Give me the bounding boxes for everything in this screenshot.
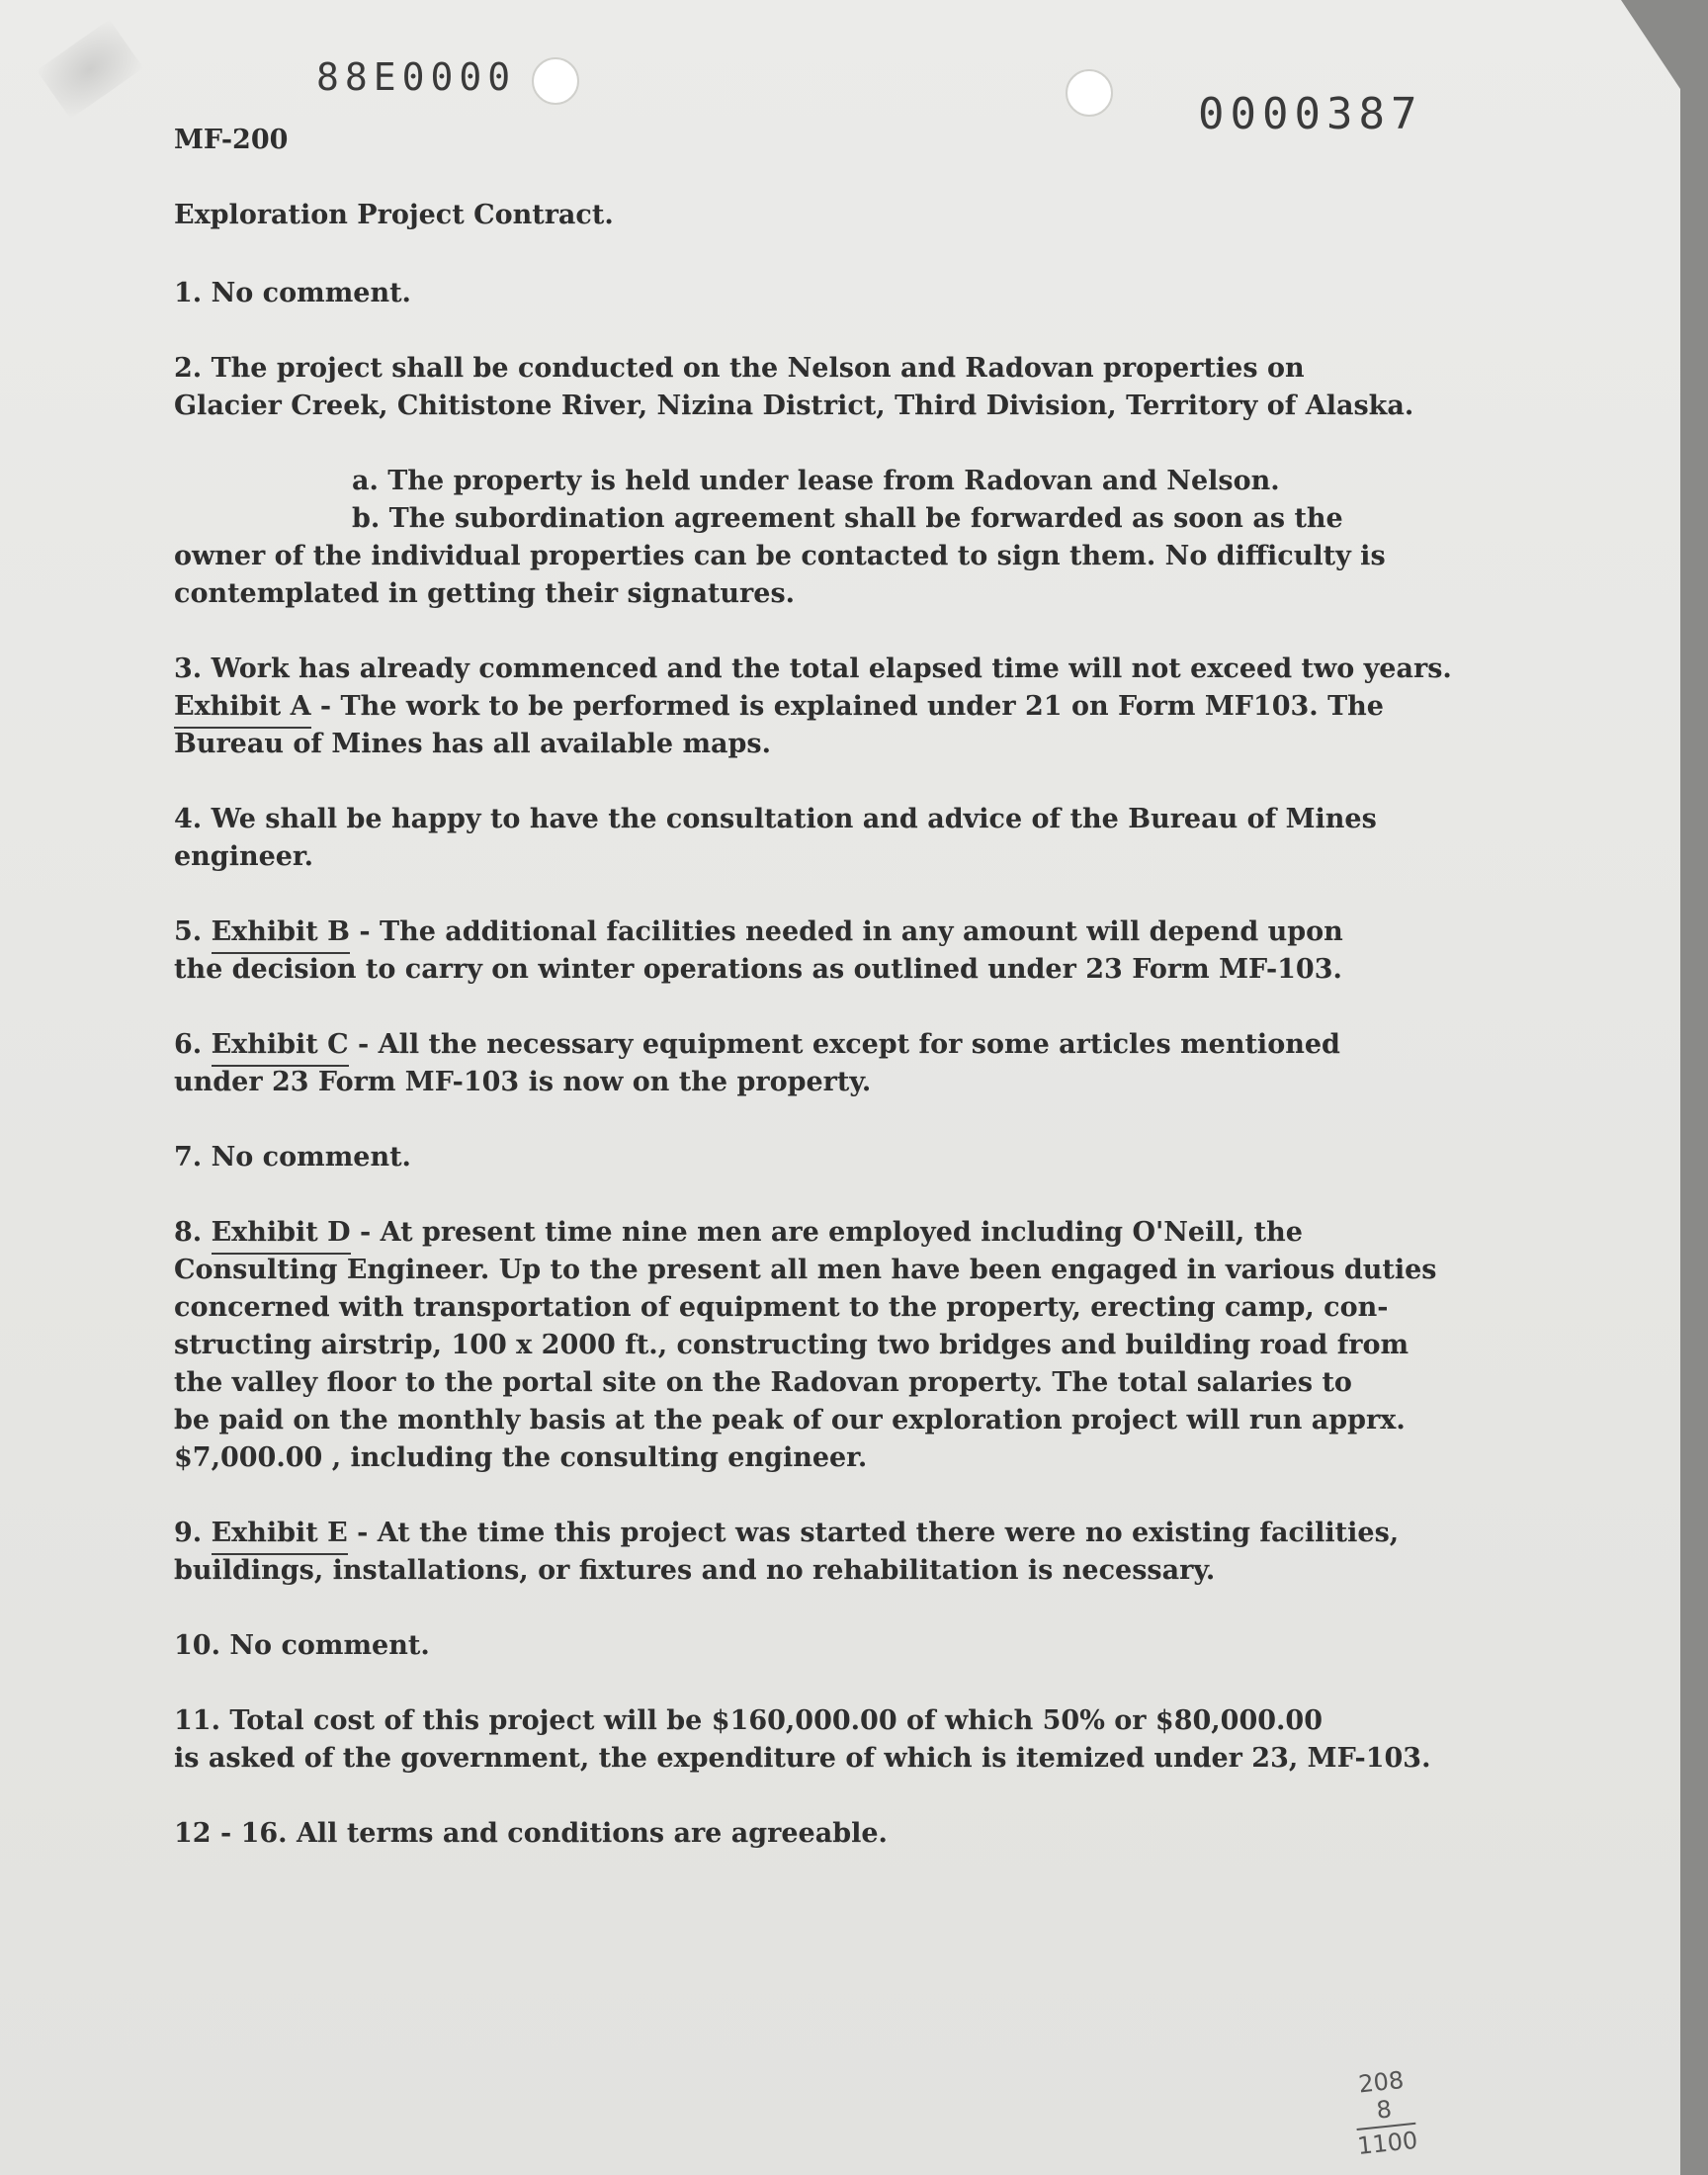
item-8-line-2: Consulting Engineer. Up to the present all men have been engaged in various duties (174, 1255, 1437, 1285)
item-7 (174, 1139, 1637, 1176)
item-3-line-3: Bureau of Mines has all available maps. (174, 729, 772, 759)
item-3 (174, 651, 1637, 763)
handwritten-note-bottom: 1100 (1355, 2126, 1419, 2160)
item-1-text: 1. No comment. (174, 278, 411, 308)
item-11 (174, 1702, 1637, 1778)
item-10 (174, 1627, 1637, 1665)
item-8-line-5: the valley floor to the portal site on the Radovan property. The total salaries to (174, 1367, 1352, 1398)
handwritten-note-top: 208 (1357, 2065, 1406, 2099)
item-9-line-1: - At the time this project was started there were no existing facilities, (347, 1518, 1400, 1548)
item-9 (174, 1515, 1637, 1590)
item-5-number: 5. (174, 916, 212, 947)
document-number-stamp-left: 88E0000 (316, 55, 517, 99)
exhibit-d-label: Exhibit D (212, 1214, 351, 1252)
item-8-number: 8. (174, 1217, 212, 1248)
handwritten-note-mid: 8 (1375, 2095, 1394, 2125)
item-2b-line-2: owner of the individual properties can be contacted to sign them. No difficulty is (174, 541, 1386, 571)
item-4 (174, 801, 1637, 876)
exhibit-c-label: Exhibit C (212, 1026, 349, 1064)
item-12-16 (174, 1815, 1637, 1853)
item-7-text: 7. No comment. (174, 1142, 411, 1173)
item-2-line-1: 2. The project shall be conducted on the Nelson and Radovan properties on (174, 353, 1305, 384)
document-title: Exploration Project Contract. (174, 200, 614, 230)
punch-hole-left (532, 57, 579, 105)
item-11-line-1: 11. Total cost of this project will be $160,000.00 of which 50% or $80,000.00 (174, 1705, 1324, 1736)
item-2a-text: a. The property is held under lease from Radovan and Nelson. (352, 466, 1280, 496)
smudge-mark (37, 20, 143, 120)
item-8-line-6: be paid on the monthly basis at the peak of our exploration project will run apprx. (174, 1405, 1406, 1436)
item-2-line-2: Glacier Creek, Chitistone River, Nizina District, Third Division, Territory of Alaska. (174, 391, 1414, 421)
item-5-line-1: - The additional facilities needed in any amount will depend upon (350, 916, 1343, 947)
exhibit-b-label: Exhibit B (212, 914, 350, 951)
item-6-number: 6. (174, 1029, 212, 1060)
exhibit-a-label: Exhibit A (174, 688, 311, 726)
item-1 (174, 275, 1637, 312)
item-6-line-1: - All the necessary equipment except for some articles mentioned (348, 1029, 1340, 1060)
form-code: MF-200 (174, 125, 289, 155)
item-3-line-2: - The work to be performed is explained under 21 on Form MF103. The (310, 691, 1384, 722)
item-12-16-text: 12 - 16. All terms and conditions are agreeable. (174, 1818, 888, 1849)
item-8-line-3: concerned with transportation of equipment to the property, erecting camp, con- (174, 1292, 1389, 1323)
item-8-line-1: - At present time nine men are employed including O'Neill, the (350, 1217, 1303, 1248)
item-8-line-4: structing airstrip, 100 x 2000 ft., constructing two bridges and building road from (174, 1330, 1409, 1360)
item-4-line-2: engineer. (174, 841, 314, 872)
item-2b-line-1: b. The subordination agreement shall be forwarded as soon as the (352, 503, 1343, 534)
item-8-line-7: $7,000.00 , including the consulting engineer. (174, 1442, 868, 1473)
item-9-line-2: buildings, installations, or fixtures and no rehabilitation is necessary. (174, 1555, 1216, 1586)
document-number-stamp-right: 0000387 (1198, 89, 1423, 139)
item-10-text: 10. No comment. (174, 1630, 430, 1661)
item-3-line-1: 3. Work has already commenced and the total elapsed time will not exceed two years. (174, 653, 1452, 684)
item-2 (174, 350, 1637, 425)
folded-corner (1621, 0, 1680, 89)
item-4-line-1: 4. We shall be happy to have the consultation and advice of the Bureau of Mines (174, 804, 1377, 834)
item-5-line-2: the decision to carry on winter operations as outlined under 23 Form MF-103. (174, 954, 1342, 985)
handwritten-note (1349, 2065, 1418, 2160)
item-2b-line-3: contemplated in getting their signatures. (174, 578, 796, 609)
item-8 (174, 1214, 1637, 1477)
item-9-number: 9. (174, 1518, 212, 1548)
punch-hole-right (1066, 69, 1113, 117)
item-6-line-2: under 23 Form MF-103 is now on the property. (174, 1067, 872, 1097)
exhibit-e-label: Exhibit E (212, 1515, 348, 1552)
item-5 (174, 914, 1637, 989)
item-6 (174, 1026, 1637, 1101)
item-11-line-2: is asked of the government, the expenditure of which is itemized under 23, MF-103. (174, 1743, 1431, 1774)
item-2ab (174, 463, 1637, 613)
